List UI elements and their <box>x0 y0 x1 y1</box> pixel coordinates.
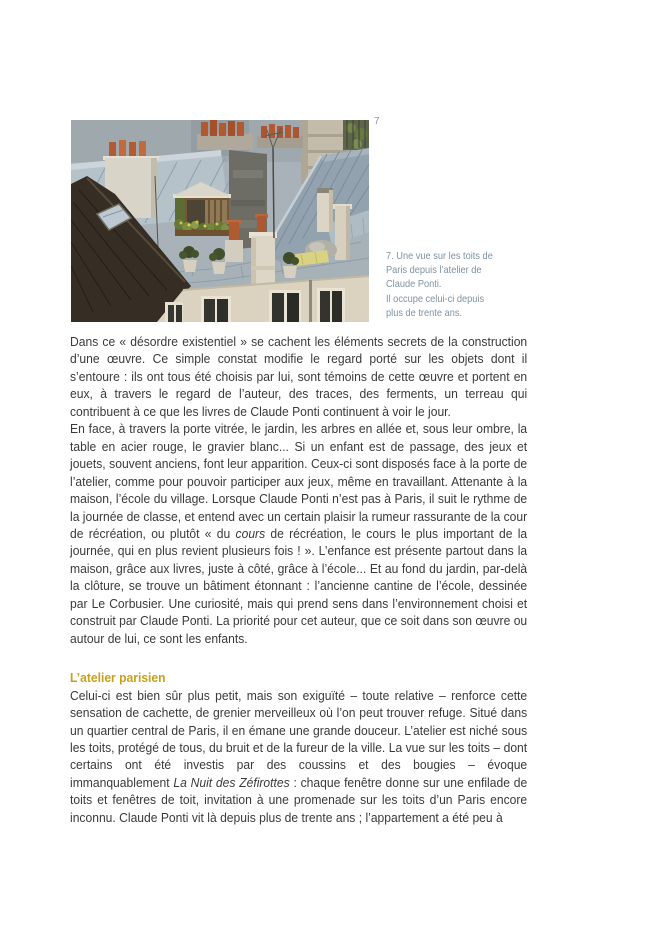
paragraph-2-italic-run: cours <box>235 525 266 541</box>
caption-line-group-2: Il occupe celui-ci depuis plus de trente ans. <box>386 292 485 319</box>
paragraph-2 <box>70 420 527 647</box>
paragraph-1: Dans ce « désordre existentiel » se cachent les éléments secrets de la construction d’une œuvre. Ce simple constat modifie le regard porté sur les objets dont il s’entoure : ils ont tous été choisis par lui, sont témoins de cette œuvre et portent en eux, à travers le regard de l’auteur, des traces, des ferments, un terreau qui contribuent à ce que les livres de Claude Ponti continuent à voir le jour. <box>70 334 528 419</box>
paragraph-3 <box>70 687 527 827</box>
body-text <box>70 333 527 826</box>
section-heading: L’atelier parisien <box>70 670 166 686</box>
paragraph-3-run-a: Celui-ci est bien sûr plus petit, mais son exiguïté – toute relative – renforce cette sensation de cachette, de grenier merveilleux où l’on peut trouver refuge. Situé dans un quartier central de Paris, il en émane une grande douceur. L’atelier est niché sous les toits, protégé de tous, du bruit et de la fureur de la ville. La vue sur les toits – dont certains ont été investis par des coussins et des bougies – évoque immanquablement <box>70 687 528 790</box>
figure-7 <box>71 120 369 322</box>
caption-line-group-1: 7. Une vue sur les toits de Paris depuis l’atelier de Claude Ponti. <box>386 250 493 291</box>
figure-number: 7 <box>374 116 380 127</box>
photo-caption <box>386 249 500 320</box>
downpipe <box>309 280 312 322</box>
paragraph-3-run-b: : chaque fenêtre donne sur une enfilade de toits et fenêtres de toit, invitation à une promenade sur les toits d’un Paris encore inconnu. Claude Ponti vit là depuis plus de trente ans ; l’appartement a été peu à <box>70 774 528 825</box>
rooftops-photo <box>71 120 369 322</box>
paragraph-2-run-a: En face, à travers la porte vitrée, le jardin, les arbres en allée et, sous leur ombre, la table en acier rouge, le gravier blanc... Si un enfant est de passage, des jeux et jouets, souvent anciens, font leur apparition. Ceux-ci sont disposés face à la porte de l’atelier, comme pour pouvoir participer aux jeux, même en travaillant. Attenante à la maison, l’école du village. Lorsque Claude Ponti n’est pas à Paris, il suit le rythme de la journée de classe, et entend avec un certain plaisir la rumeur rassurante de la cour de récréation, ou plutôt « du <box>70 421 528 541</box>
book-title-italic: La Nuit des Zéfirottes <box>173 774 290 790</box>
paragraph-2-run-b: de récréation, le cours le plus important de la journée, qui en plus revient plusieurs fois ! ». L’enfance est présente partout dans la maison, grâce aux livres, juste à côté, grâce à l’école... Et au fond du jardin, par-delà la clôture, se trouve un bâtiment étonnant : l’ancienne cantine de l’école, dessinée par Le Corbusier. Une curiosité, mais qui prend sens dans l’environnement choisi et construit par Claude Ponti. La priorité pour cet auteur, que ce soit dans son œuvre ou autour de lui, ce sont les enfants. <box>70 525 528 646</box>
